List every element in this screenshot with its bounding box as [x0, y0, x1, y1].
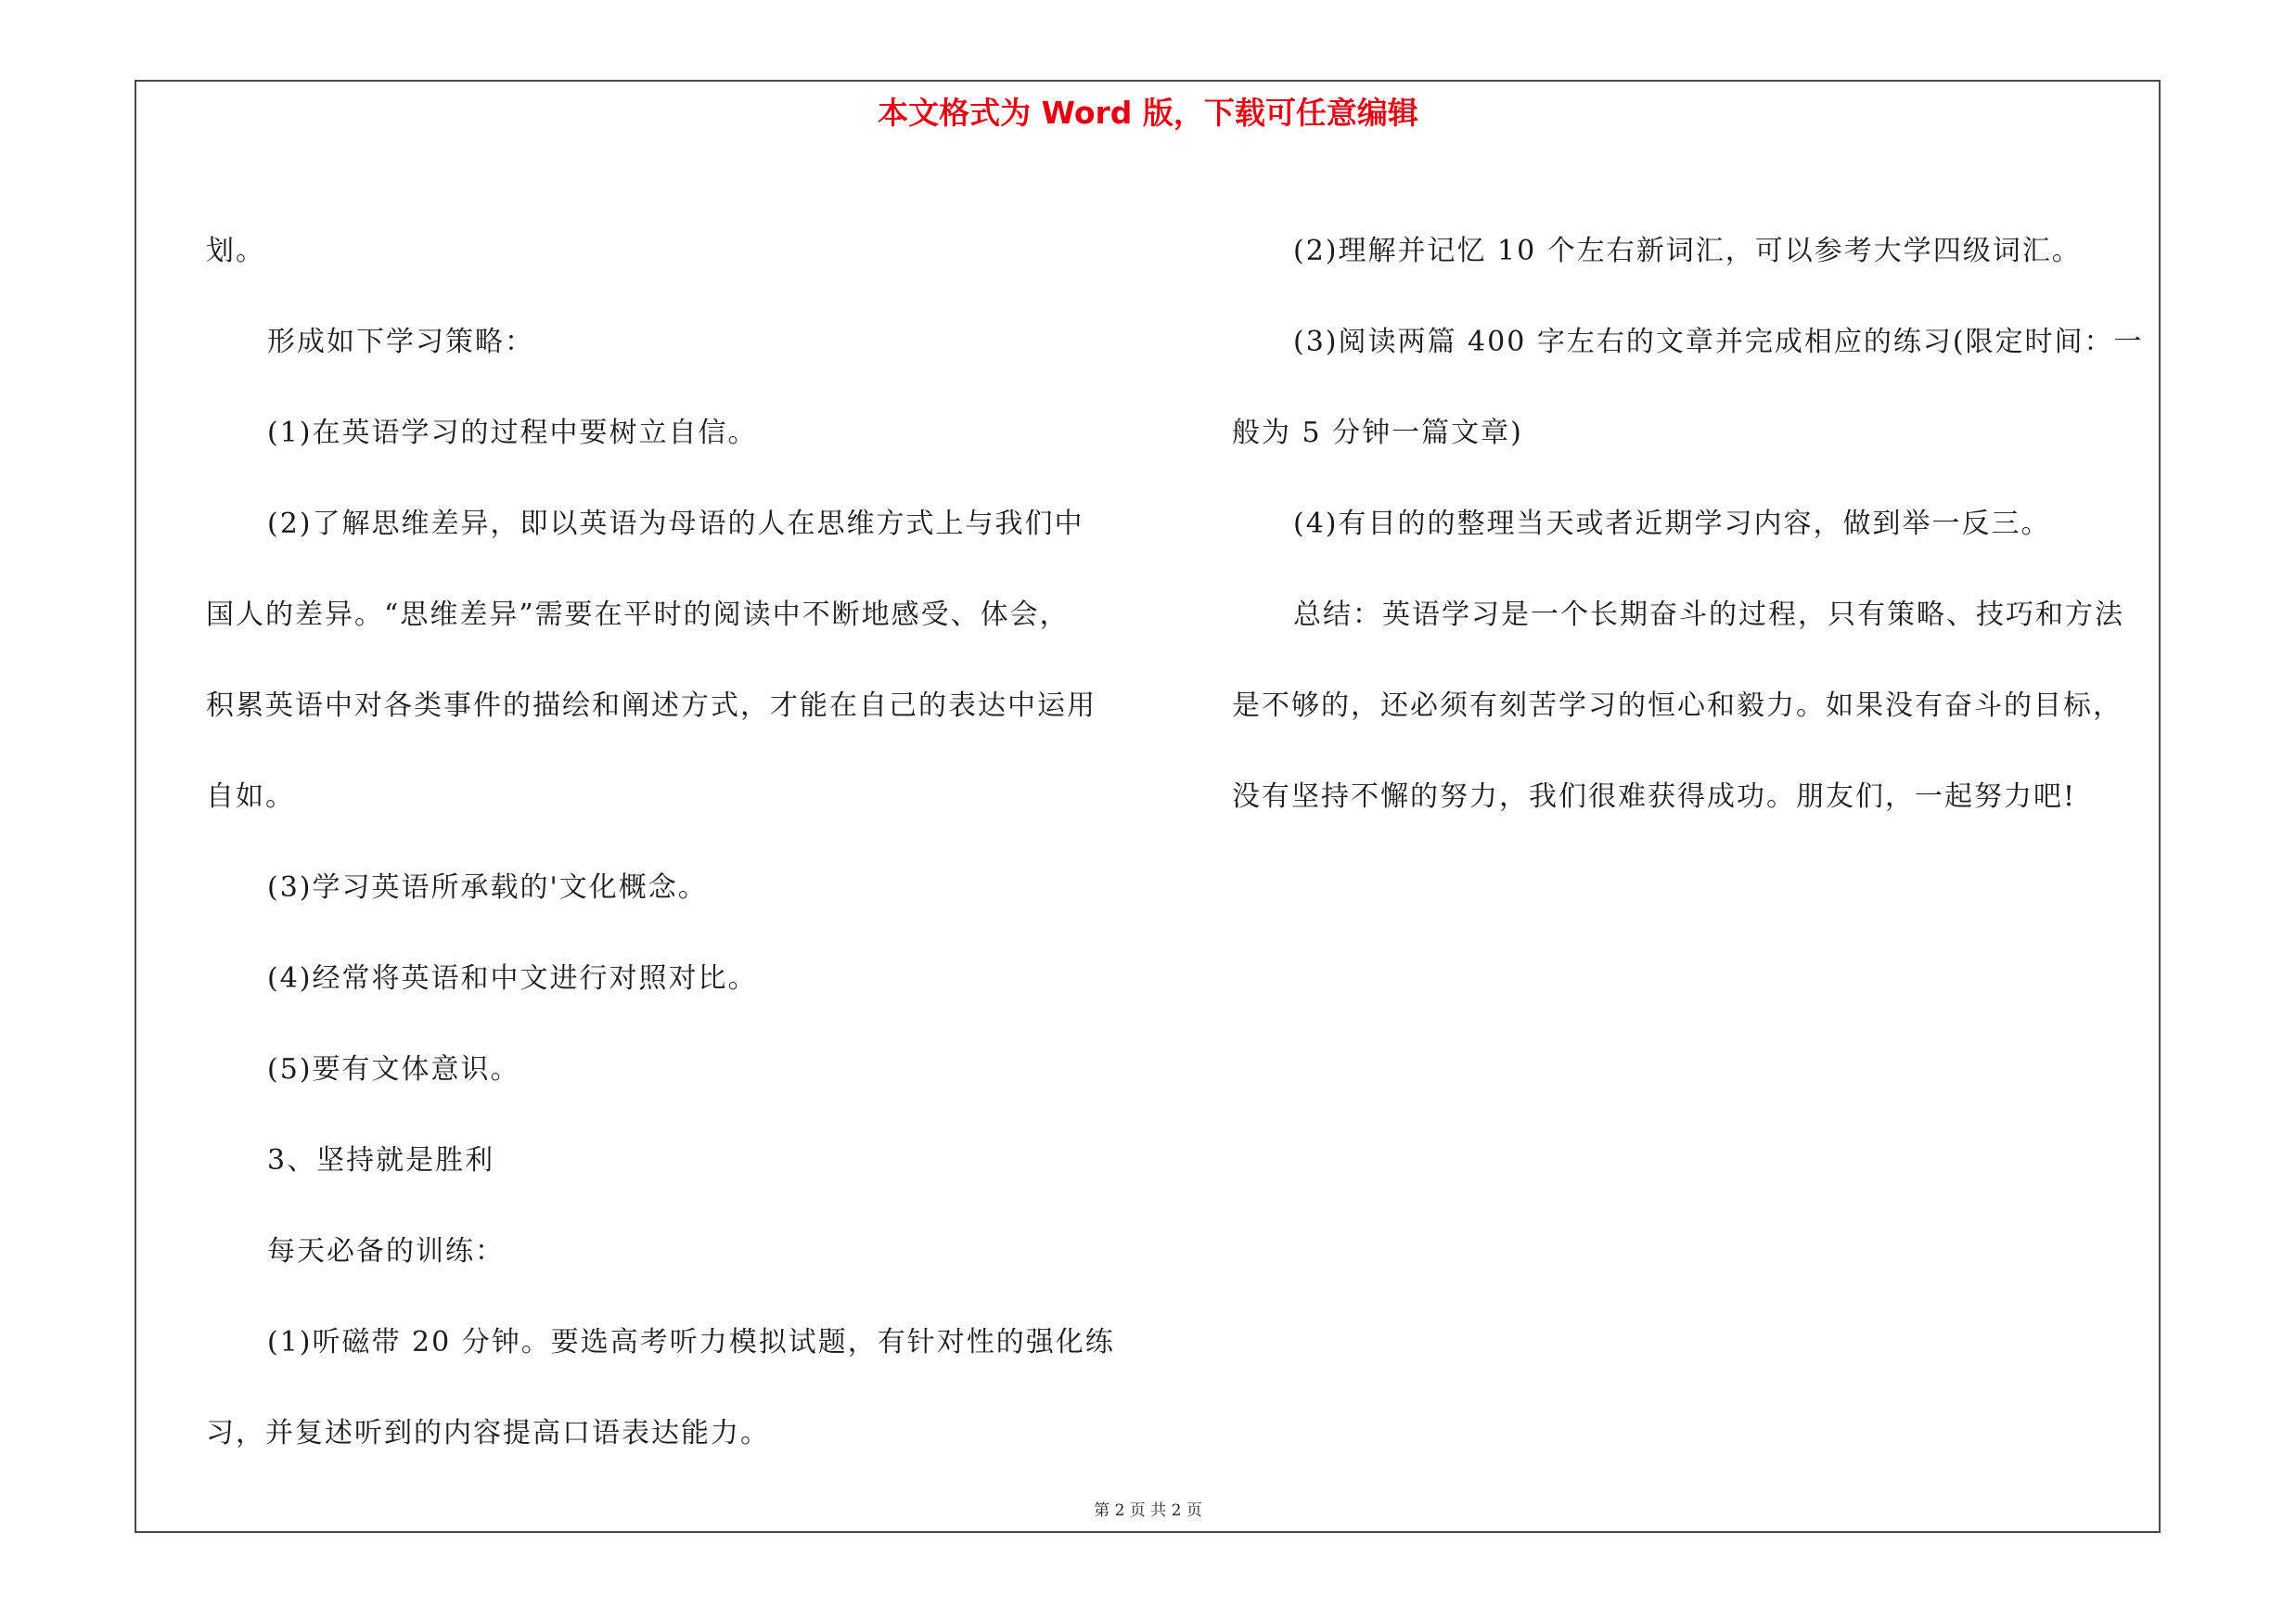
word-format-banner: 本文格式为 Word 版，下载可任意编辑 — [878, 95, 1418, 131]
paragraph-line: 般为 5 分钟一篇文章) — [1232, 417, 1523, 449]
left-column — [206, 206, 1152, 1479]
paragraph-line: (4)有目的的整理当天或者近期学习内容，做到举一反三。 — [1293, 508, 2051, 540]
paragraph-line: (3)学习英语所承载的'文化概念。 — [267, 871, 708, 904]
paragraph-line: 没有坚持不懈的努力，我们很难获得成功。朋友们，一起努力吧! — [1232, 780, 2077, 813]
paragraph-line: 总结：英语学习是一个长期奋斗的过程，只有策略、技巧和方法 — [1293, 599, 2124, 631]
paragraph-line: 形成如下学习策略： — [267, 326, 534, 358]
paragraph-line: (1)听磁带 20 分钟。要选高考听力模拟试题，有针对性的强化练 — [267, 1326, 1115, 1359]
paragraph-line: (4)经常将英语和中文进行对照对比。 — [267, 962, 758, 995]
paragraph-line: (3)阅读两篇 400 字左右的文章并完成相应的练习(限定时间：一 — [1293, 326, 2144, 358]
paragraph-line: 习，并复述听到的内容提高口语表达能力。 — [206, 1417, 770, 1449]
paragraph-line: (2)理解并记忆 10 个左右新词汇，可以参考大学四级词汇。 — [1293, 235, 2082, 267]
paragraph-line: (5)要有文体意识。 — [267, 1053, 520, 1086]
section-heading: 3、坚持就是胜利 — [267, 1144, 495, 1177]
paragraph-line: (2)了解思维差异，即以英语为母语的人在思维方式上与我们中 — [267, 508, 1084, 540]
page-number: 第 2 页 共 2 页 — [1094, 1501, 1202, 1520]
paragraph-line: 划。 — [206, 235, 265, 267]
paragraph-line: 自如。 — [206, 780, 295, 813]
paragraph-line: 每天必备的训练： — [267, 1235, 505, 1268]
paragraph-line: (1)在英语学习的过程中要树立自信。 — [267, 417, 758, 449]
paragraph-line: 积累英语中对各类事件的描绘和阐述方式，才能在自己的表达中运用 — [206, 689, 1097, 722]
paragraph-line: 是不够的，还必须有刻苦学习的恒心和毅力。如果没有奋斗的目标， — [1232, 689, 2123, 722]
paragraph-line: 国人的差异。“思维差异”需要在平时的阅读中不断地感受、体会， — [206, 599, 1070, 631]
right-column — [1232, 206, 2169, 843]
